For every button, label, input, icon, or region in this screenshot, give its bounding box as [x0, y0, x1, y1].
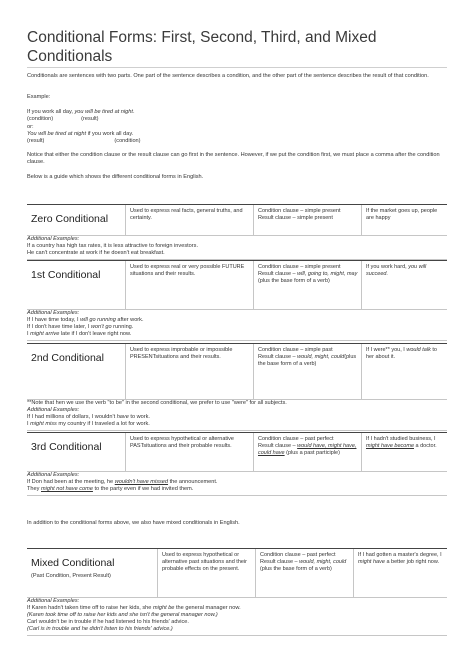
first-heading: 1st Conditional — [31, 269, 101, 281]
second-conditional-row — [27, 343, 447, 400]
third-example: If I hadn't studied business, I might have become a doctor. — [361, 433, 447, 471]
zero-form: Condition clause – simple present Result clause – simple present — [253, 205, 361, 235]
ex2-condition: if you work all day. — [87, 130, 134, 137]
ex1-result-label: (result) — [81, 116, 99, 123]
mixed-conditional-row — [27, 548, 447, 598]
first-conditional-row — [27, 260, 447, 310]
ex2-condition-label: (condition) — [114, 138, 141, 145]
third-heading: 3rd Conditional — [31, 441, 102, 453]
second-heading: 2nd Conditional — [31, 352, 104, 364]
second-example: If I were** you, I would talk to her about it. — [361, 344, 447, 399]
first-example: If you work hard, you will succeed. — [361, 261, 447, 309]
notice-paragraph: Notice that either the condition clause or the result clause can go first in the sentence. However, if we put the condition first, we must place a comma after the condition clause. — [27, 152, 440, 166]
guide-paragraph: Below is a guide which shows the different conditional forms in English. — [27, 174, 204, 180]
third-use: Used to express hypothetical or alternative PASTsituations and their probable results. — [125, 433, 253, 471]
first-form: Condition clause – simple present Result clause – will, going to, might, may (plus the base form of a verb) — [253, 261, 361, 309]
zero-example: If the market goes up, people are happy — [361, 205, 447, 235]
third-additional-examples: Additional Examples: If Don had been at the meeting, he wouldn't have missed the announcement. They might not have come to the party even if we had invited them. — [27, 472, 447, 496]
second-additional-examples: **Note that hen we use the verb "to be" in the second conditional, we prefer to use "were" for all subjects. Additional Examples: If I had millions of dollars, I wouldn't have to work. I might miss my country if I traveled a lot for work. — [27, 400, 447, 431]
second-form: Condition clause – simple past Result clause – would, might, could(plus the base form of a verb) — [253, 344, 361, 399]
second-note: **Note that hen we use the verb "to be" in the second conditional, we prefer to use "were" for all subjects. — [27, 400, 287, 406]
mixed-use: Used to express hypothetical or alternative past situations and their probable effects on the present. — [157, 549, 255, 597]
third-form: Condition clause – past perfect Result clause – would have, might have, could have (plus a past participle) — [253, 433, 361, 471]
title-line-1: Conditional Forms: First, Second, Third, and Mixed — [27, 29, 377, 46]
zero-conditional-row — [27, 204, 447, 236]
mixed-form: Condition clause – past perfect Result clause – would, might, could (plus the base form of a verb) — [255, 549, 353, 597]
ex1-condition-label: (condition) — [27, 116, 54, 123]
mixed-intro-paragraph: In addition to the conditional forms above, we also have mixed conditionals in English. — [27, 520, 240, 526]
intro-paragraph: Conditionals are sentences with two parts. One part of the sentence describes a condition, and the other part of the sentence describes the result of that condition. — [27, 73, 429, 79]
mixed-additional-examples: Additional Examples: If Karen hadn't taken time off to raise her kids, she might be the general manager now. (Karen took time off to raise her kids and she isn't the general manager now.) Carl wouldn't be in trouble if he had listened to his friends' advice. (Carl is in trouble and he didn't listen to his friends' advice.) — [27, 598, 447, 636]
example-block: If you work all day, you will be tired at night. (condition) (result) or: You will be tired at night if you work all day. (result) (condition) — [27, 109, 447, 145]
mixed-subhead: (Past Condition, Present Result) — [31, 573, 111, 579]
ex1-condition: If you work all day, — [27, 109, 73, 115]
page-title — [27, 28, 447, 66]
first-use: Used to express real or very possible FUTURE situations and their results. — [125, 261, 253, 309]
third-conditional-row — [27, 432, 447, 472]
mixed-example: If I had gotten a master's degree, I might have a better job right now. — [353, 549, 447, 597]
example-label: Example: — [27, 94, 51, 100]
zero-heading: Zero Conditional — [31, 213, 109, 225]
title-rule — [27, 67, 447, 68]
ex2-result: You will be tired at night — [27, 130, 87, 137]
mixed-heading: Mixed Conditional — [31, 557, 115, 569]
zero-use: Used to express real facts, general truths, and certainty. — [125, 205, 253, 235]
ex2-result-label: (result) — [27, 138, 45, 145]
title-line-2: Conditionals — [27, 48, 113, 65]
ex1-result: you will be tired at night — [74, 109, 133, 115]
second-use: Used to express improbable or impossible PRESENTsituations and their results. — [125, 344, 253, 399]
or-label: or: — [27, 123, 34, 130]
first-additional-examples: Additional Examples: If I have time today, I will go running after work. If I don't have time later, I won't go running. I might arrive late if I don't leave right now. — [27, 310, 447, 341]
zero-additional-examples: Additional Examples: If a country has high tax rates, it is less attractive to foreign investors. He can't concentrate at work if he doesn't eat breakfast. — [27, 236, 447, 260]
